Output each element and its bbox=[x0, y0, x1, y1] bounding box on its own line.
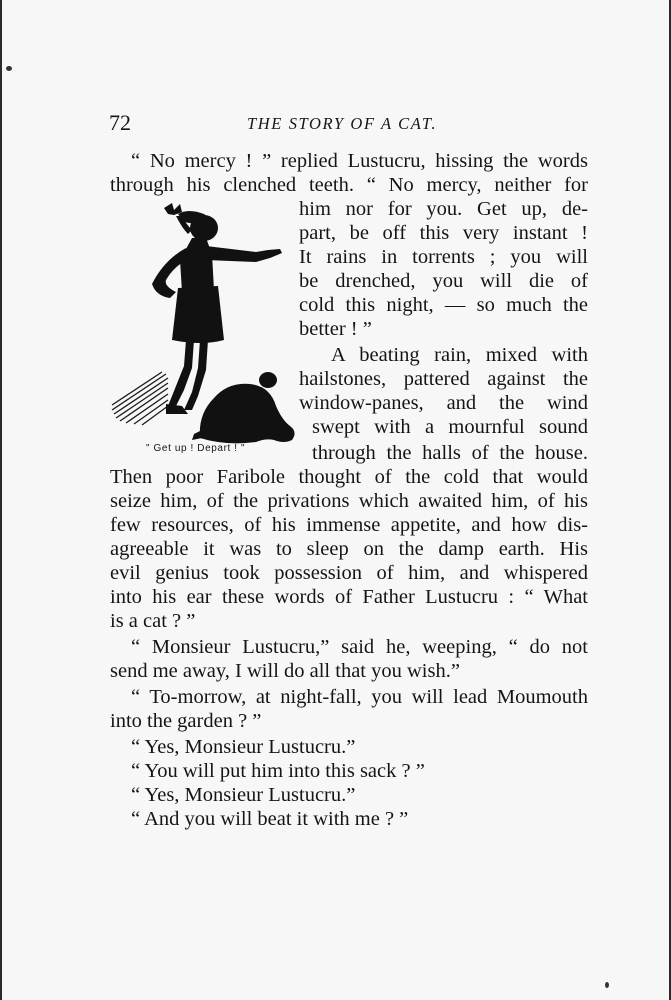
text-line: agreeable it was to sleep on the damp earth. His bbox=[110, 538, 588, 560]
text-line: swept with a mournful sound bbox=[312, 416, 588, 438]
text-line: cold this night, — so much the bbox=[299, 294, 588, 316]
text-line: few resources, of his immense appetite, and how dis- bbox=[110, 514, 588, 536]
running-title: THE STORY OF A CAT. bbox=[247, 114, 438, 133]
text-line: “ Monsieur Lustucru,” said he, weeping, “ do not bbox=[131, 636, 588, 658]
ink-speck bbox=[6, 66, 12, 71]
text-line: send me away, I will do all that you wish.” bbox=[110, 660, 460, 682]
text-line: is a cat ? ” bbox=[110, 610, 196, 632]
text-line: “ And you will beat it with me ? ” bbox=[131, 808, 409, 830]
page-edge-left bbox=[0, 0, 2, 1000]
text-line: evil genius took possession of him, and whispered bbox=[110, 562, 588, 584]
text-line: window-panes, and the wind bbox=[299, 392, 588, 414]
text-line: better ! ” bbox=[299, 318, 372, 340]
text-line: “ No mercy ! ” replied Lustucru, hissing the words bbox=[131, 150, 588, 172]
ink-speck bbox=[605, 982, 609, 988]
text-line: part, be off this very instant ! bbox=[299, 222, 588, 244]
text-line: into the garden ? ” bbox=[110, 710, 262, 732]
illustration-caption: " Get up ! Depart ! " bbox=[146, 443, 246, 454]
text-line: “ To-morrow, at night-fall, you will lead Moumouth bbox=[131, 686, 588, 708]
text-line: through the halls of the house. bbox=[312, 442, 588, 464]
text-line: hailstones, pattered against the bbox=[299, 368, 588, 390]
silhouette-figure-pointing-icon bbox=[106, 200, 298, 450]
text-line: A beating rain, mixed with bbox=[331, 344, 588, 366]
text-line: Then poor Faribole thought of the cold that would bbox=[110, 466, 588, 488]
text-line: “ Yes, Monsieur Lustucru.” bbox=[131, 736, 356, 758]
text-line: through his clenched teeth. “ No mercy, neither for bbox=[110, 174, 588, 196]
page-number: 72 bbox=[109, 110, 131, 135]
text-line: “ Yes, Monsieur Lustucru.” bbox=[131, 784, 356, 806]
text-line: into his ear these words of Father Lustucru : “ What bbox=[110, 586, 588, 608]
page-header bbox=[109, 110, 589, 138]
text-line: “ You will put him into this sack ? ” bbox=[131, 760, 425, 782]
text-line: It rains in torrents ; you will bbox=[299, 246, 588, 268]
text-line: seize him, of the privations which awaited him, of his bbox=[110, 490, 588, 512]
text-line: him nor for you. Get up, de- bbox=[299, 198, 588, 220]
text-line: be drenched, you will die of bbox=[299, 270, 588, 292]
